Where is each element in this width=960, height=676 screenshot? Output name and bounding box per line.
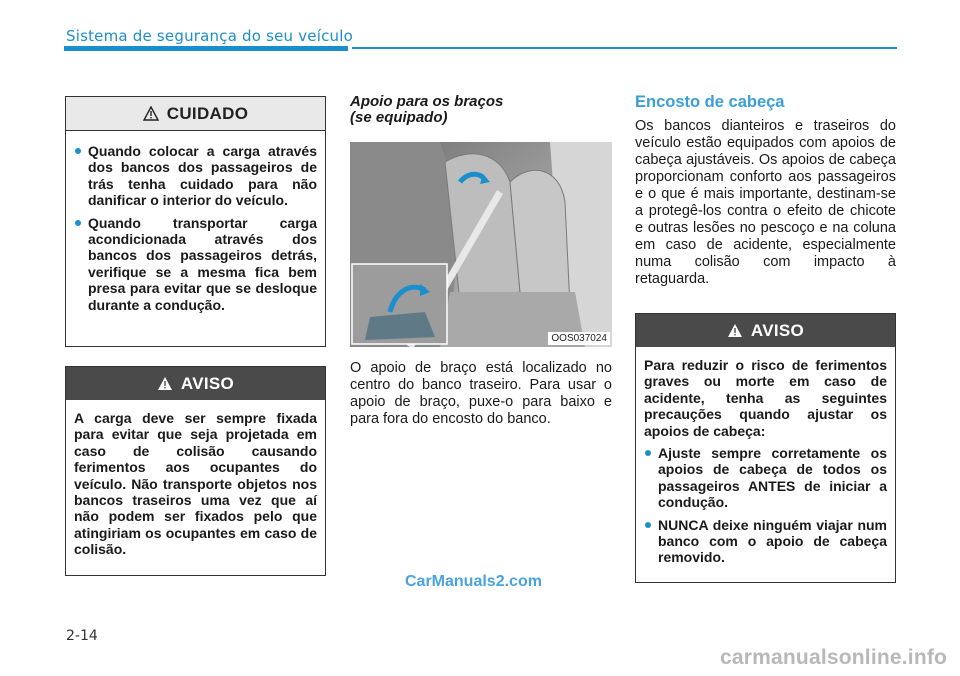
warning-box-right-body [636, 347, 895, 580]
warning-right-item-2: NUNCA deixe ninguém viajar num banco com o apoio de cabeça removido. [644, 517, 887, 566]
headrest-title: Encosto de cabeça [635, 93, 785, 111]
watermark-link[interactable]: CarManuals2.com [405, 573, 542, 590]
caution-box-title: CUIDADO [166, 103, 249, 123]
armrest-illustration [350, 142, 612, 347]
armrest-title-line2: (se equipado) [350, 109, 448, 126]
warning-box-right-intro: Para reduzir o risco de ferimentos graves ou morte em caso de acidente, tenha as seguintes precauções quando ajustar os apoios de cabeça: [644, 357, 887, 439]
page-number: 2-14 [66, 628, 98, 644]
caution-box-body [66, 131, 325, 327]
warning-box-left-text: A carga deve ser sempre fixada para evitar que seja projetada em caso de colisão causando ferimentos aos ocupantes do veículo. Não transporte objetos nos bancos traseiros uma vez que aí não podem ser fixados pelo que atingiriam os ocupantes em caso de colisão. [74, 410, 317, 558]
footer-site-watermark: carmanualsonline.info [720, 646, 948, 669]
armrest-figure [350, 142, 612, 347]
warning-box-right-title: AVISO [750, 320, 805, 340]
header-rule-thick [64, 46, 348, 51]
caution-box-header [66, 97, 325, 131]
warning-right-item-1: Ajuste sempre corretamente os apoios de cabeça de todos os passageiros ANTES de iniciar a condução. [644, 445, 887, 511]
armrest-title [350, 94, 612, 126]
caution-item-2: Quando transportar carga acondicionada através dos bancos dos passageiros detrás, verifique se a mesma fica bem presa para evitar que se desloque durante a condução. [74, 215, 317, 313]
warning-box-left-body [66, 400, 325, 572]
warning-triangle-icon [727, 323, 743, 338]
warning-box-right-header [636, 314, 895, 347]
warning-triangle-icon [143, 106, 159, 121]
caution-item-1: Quando colocar a carga através dos bancos dos passageiros de trás tenha cuidado para não danificar o interior do veículo. [74, 143, 317, 209]
warning-triangle-icon [157, 376, 173, 391]
figure-code: OOS037024 [548, 332, 610, 345]
warning-box-left-header [66, 367, 325, 400]
warning-box-left [65, 366, 326, 576]
armrest-text: O apoio de braço está localizado no centro do banco traseiro. Para usar o apoio de braço, puxe-o para baixo e para fora do encosto do banco. [350, 360, 612, 427]
armrest-title-line1: Apoio para os braços [350, 93, 504, 110]
header-rule-thin [352, 47, 897, 49]
section-header-title: Sistema de segurança do seu veículo [66, 27, 354, 45]
warning-box-left-title: AVISO [180, 373, 235, 393]
caution-box [65, 96, 326, 347]
warning-box-right [635, 313, 896, 583]
headrest-text: Os bancos dianteiros e traseiros do veículo estão equipados com apoios de cabeça ajustáveis. Os apoios de cabeça proporcionam conforto aos passageiros e o que é mais importante, destinam-se a protegê-los contra o efeito de chicote e outras lesões no pescoço e na coluna em caso de acidente, especialmente numa colisão com impacto à retaguarda. [635, 118, 896, 287]
